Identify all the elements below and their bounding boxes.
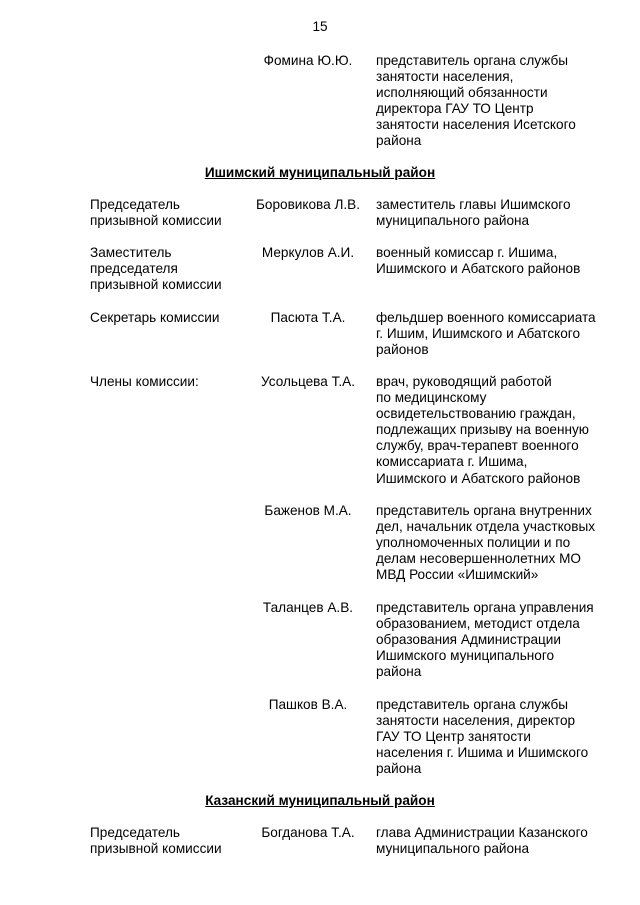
member-position [376, 53, 626, 150]
position-line: военный комиссар г. Ишима, [376, 245, 558, 260]
role-line: Заместитель [90, 245, 172, 260]
member-position [376, 310, 626, 358]
position-line: представитель органа внутренних [376, 503, 592, 518]
position-line: комиссариата г. Ишима, [376, 454, 528, 470]
position-line: освидетельствованию граждан, [376, 406, 576, 422]
member-name: Таланцев А.В. [262, 600, 354, 615]
position-line: врач, руководящий работой [376, 374, 552, 389]
position-line: представитель органа службы [376, 697, 568, 712]
position-line: Ишимского и Абатского районов [376, 261, 581, 277]
role-line: Председатель [90, 197, 180, 212]
role-line: призывной комиссии [90, 213, 222, 229]
member-name: Боровикова Л.В. [255, 197, 361, 212]
position-line: занятости населения, [376, 69, 514, 85]
role-line: призывной комиссии [90, 841, 222, 857]
member-name: Фомина Ю.Ю. [263, 53, 353, 68]
position-line: уполномоченных полиции и по [376, 535, 571, 551]
position-line: директора ГАУ ТО Центр [376, 101, 534, 117]
position-line: по медицинскому [376, 390, 487, 406]
member-position [376, 503, 626, 583]
position-line: образования Администрации [376, 632, 561, 648]
section-heading: Казанский муниципальный район [205, 793, 435, 808]
member-position [376, 245, 626, 277]
member-name: Баженов М.А. [264, 503, 352, 518]
position-line: районов [376, 342, 429, 358]
member-role [90, 825, 250, 857]
member-role [90, 197, 250, 229]
position-line: образованием, методист отдела [376, 616, 580, 632]
member-position [376, 600, 626, 680]
position-line: ГАУ ТО Центр занятости [376, 729, 531, 745]
member-role [90, 245, 250, 293]
position-line: МВД России «Ишимский» [376, 567, 539, 583]
member-position [376, 825, 626, 857]
position-line: представитель органа управления [376, 600, 594, 615]
position-line: глава Администрации Казанского [376, 825, 588, 840]
member-position [376, 374, 626, 487]
role-line: Члены комиссии: [90, 374, 199, 389]
role-line: председателя [90, 261, 178, 277]
position-line: дел, начальник отдела участковых [376, 519, 596, 535]
member-name: Пасюта Т.А. [270, 310, 346, 325]
role-line: призывной комиссии [90, 277, 222, 293]
position-line: службу, врач-терапевт военного [376, 438, 579, 454]
member-position [376, 697, 626, 777]
position-line: района [376, 664, 422, 680]
position-line: подлежащих призыву на военную [376, 422, 589, 438]
position-line: заместитель главы Ишимского [376, 197, 571, 212]
member-name: Богданова Т.А. [261, 825, 355, 840]
member-name: Усольцева Т.А. [261, 374, 355, 389]
position-line: муниципального района [376, 841, 530, 857]
position-line: занятости населения, директор [376, 713, 576, 729]
position-line: занятости населения Исетского [376, 117, 576, 133]
position-line: района [376, 133, 422, 149]
position-line: фельдшер военного комиссариата [376, 310, 596, 325]
position-line: Ишимского и Абатского районов [376, 470, 581, 486]
position-line: населения г. Ишима и Ишимского [376, 745, 589, 761]
member-position [376, 197, 626, 229]
position-line: делам несовершеннолетних МО [376, 551, 582, 567]
role-line: Председатель [90, 825, 180, 840]
member-role [90, 374, 250, 390]
position-line: г. Ишим, Ишимского и Абатского [376, 326, 581, 342]
member-name: Меркулов А.И. [261, 245, 355, 260]
position-line: муниципального района [376, 213, 530, 229]
page-number: 15 [312, 19, 328, 34]
member-name: Пашков В.А. [268, 697, 348, 712]
position-line: района [376, 761, 422, 777]
section-heading: Ишимский муниципальный район [204, 165, 436, 180]
position-line: исполняющий обязанности [376, 85, 548, 101]
position-line: представитель органа службы [376, 53, 568, 68]
position-line: Ишимского муниципального [376, 648, 555, 664]
member-role [90, 310, 250, 326]
role-line: Секретарь комиссии [90, 310, 220, 325]
